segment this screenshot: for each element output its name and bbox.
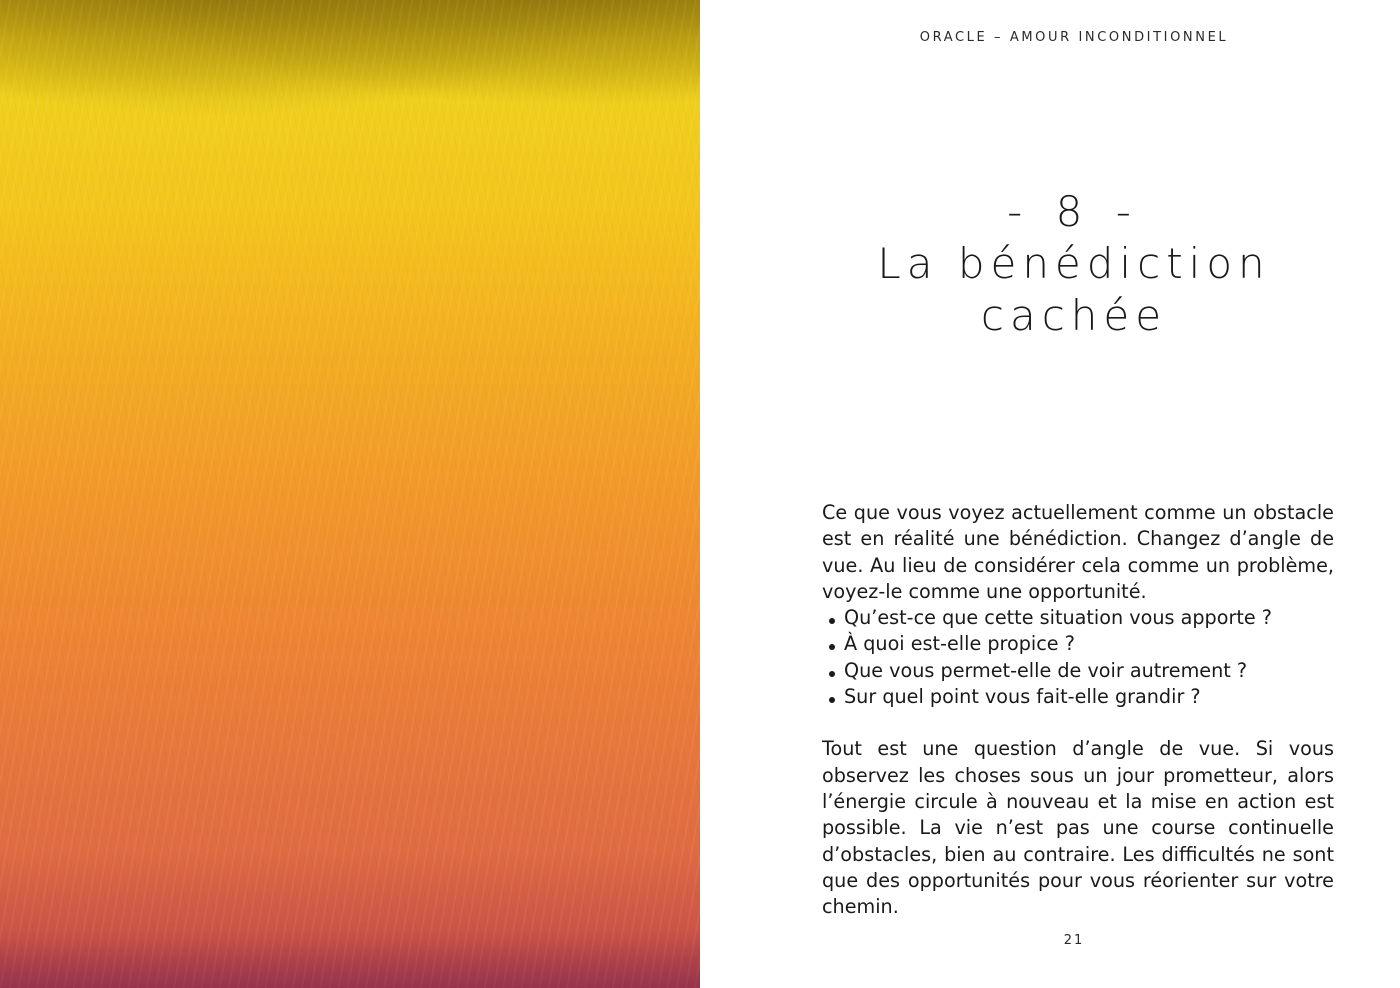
list-item xyxy=(822,684,1334,710)
card-number: - 8 - xyxy=(1007,187,1141,236)
bullet-icon xyxy=(829,697,835,703)
body-text xyxy=(822,500,1334,920)
page-number: 21 xyxy=(1063,933,1085,948)
paragraph-1: Ce que vous voyez actuellement comme un obstacle est en réalité une bénédiction. Changez d’angle de vue. Au lieu de considérer cela comme un problème, voyez-le comme une opportunité. xyxy=(822,501,1334,603)
bullet-icon xyxy=(829,618,835,624)
bullet-icon xyxy=(829,671,835,677)
question-list xyxy=(822,605,1334,710)
card-title-line-1: La bénédiction xyxy=(877,239,1271,288)
card-title-block xyxy=(700,186,1400,342)
list-item-text: Qu’est-ce que cette situation vous apporte ? xyxy=(844,606,1272,630)
list-item xyxy=(822,631,1334,657)
list-item xyxy=(822,658,1334,684)
list-item-text: Que vous permet-elle de voir autrement ? xyxy=(844,658,1248,682)
list-item xyxy=(822,605,1334,631)
paragraph-2: Tout est une question d’angle de vue. Si vous observez les choses sous un jour prometteur, alors l’énergie circule à nouveau et la mise en action est possible. La vie n’est pas une course continuelle d’obstacles, bien au contraire. Les difficultés ne sont que des opportunités pour vous réorienter sur votre chemin. xyxy=(822,737,1334,919)
bottom-color-wash xyxy=(0,928,700,988)
list-item-text: Sur quel point vous fait-elle grandir ? xyxy=(844,685,1201,709)
bullet-icon xyxy=(829,644,835,650)
list-item-text: À quoi est-elle propice ? xyxy=(844,632,1075,656)
card-title-line-2: cachée xyxy=(980,291,1168,340)
text-page xyxy=(700,0,1400,988)
running-head: ORACLE – AMOUR INCONDITIONNEL xyxy=(919,30,1229,45)
